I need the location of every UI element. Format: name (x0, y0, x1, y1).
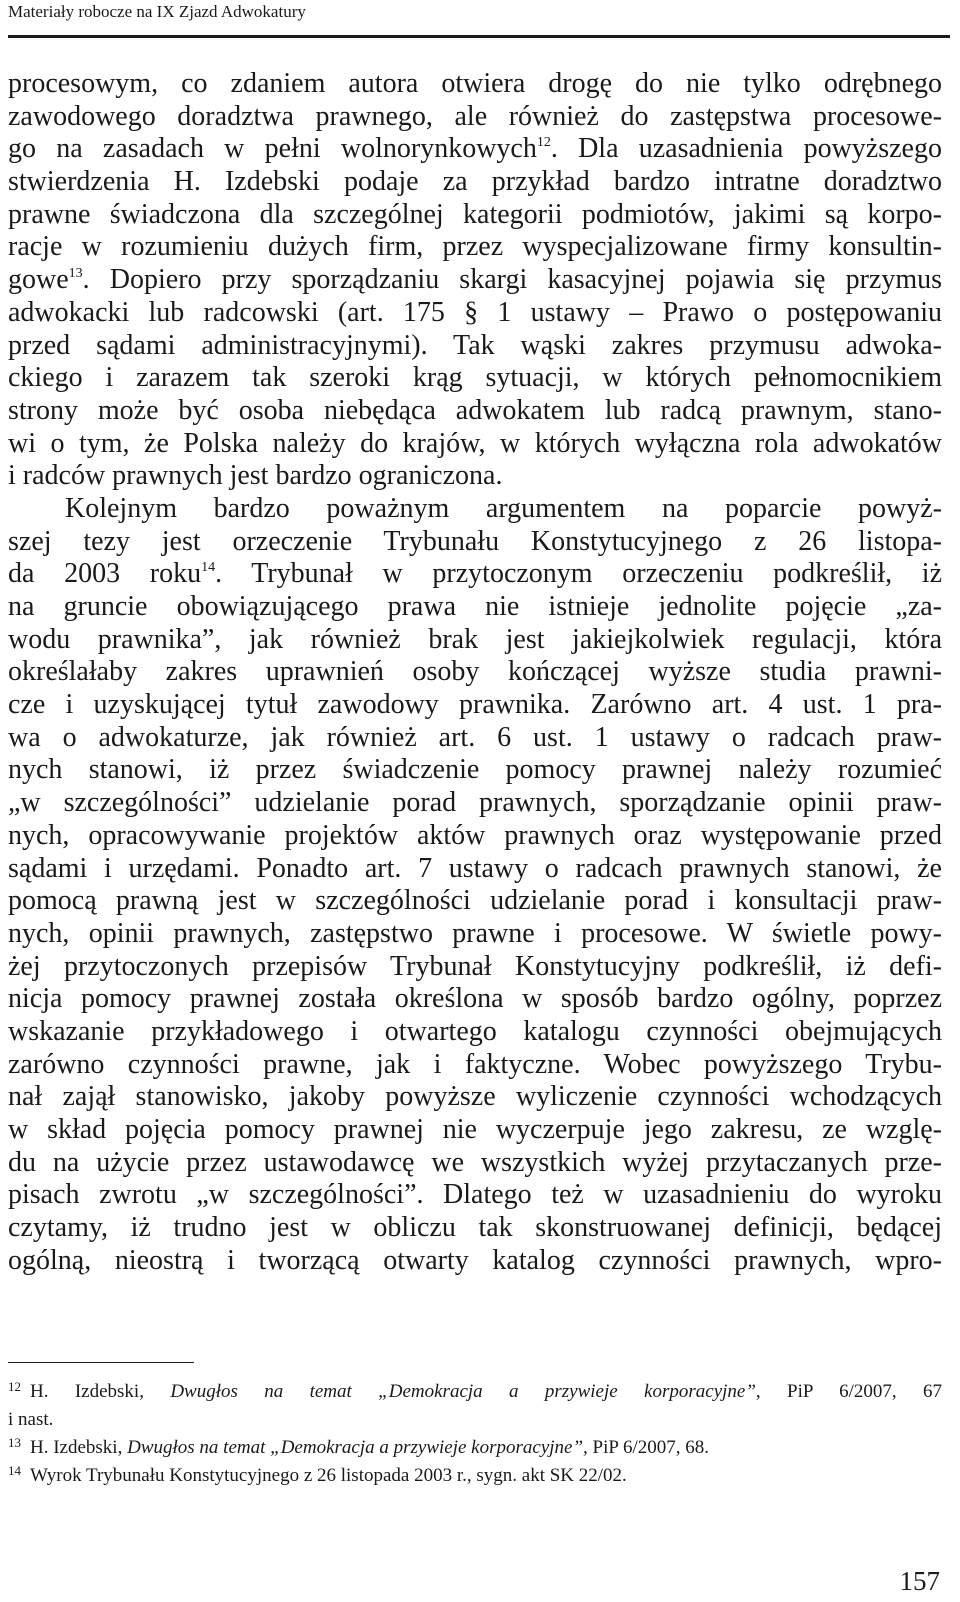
footnote-12-continuation: i nast. (8, 1409, 54, 1430)
header-rule (8, 35, 950, 38)
text-line: Kolejnym bardzo poważnym argumentem na poparcie powyż- (65, 492, 942, 524)
text-line: sądami i urzędami. Ponadto art. 7 ustawy o radcach prawnych stanowi, że (8, 852, 942, 884)
text-line: pisach zwrotu „w szczególności”. Dlatego też w uzasadnieniu do wyroku (8, 1179, 942, 1211)
text-run: gowe (8, 264, 69, 296)
footnotes (8, 1378, 942, 1490)
text-line: stwierdzenia H. Izdebski podaje za przykład bardzo intratne doradztwo (8, 166, 942, 198)
text-line: żej przytoczonych przepisów Trybunał Konstytucyjny podkreślił, iż defi- (8, 950, 942, 982)
text-line: pomocą prawną jest w szczególności udzielanie porad i konsultacji praw- (8, 885, 942, 917)
text-line: i radców prawnych jest bardzo ograniczona. (8, 460, 503, 492)
text-line (8, 133, 942, 166)
text-line: nał zajął stanowisko, jakoby powyższe wyliczenie czynności wchodzących (8, 1081, 942, 1113)
text-line: przed sądami administracyjnymi). Tak wąski zakres przymusu adwoka- (8, 329, 942, 361)
text-line: du na użycie przez ustawodawcę we wszystkich wyżej przytaczanych prze- (8, 1146, 942, 1178)
footnote-title: Dwugłos na temat „Demokracja a przywieje korporacyjne”, (127, 1437, 588, 1458)
footnote-author: H. Izdebski, (30, 1381, 171, 1402)
text-line: prawne świadczona dla szczególnej kategorii podmiotów, jakimi są korpo- (8, 198, 942, 230)
text-line: nicja pomocy prawnej została określona w sposób bardzo ogólny, poprzez (8, 983, 942, 1015)
text-line: wodu prawnika”, jak również brak jest jakiejkolwiek regulacji, która (8, 623, 942, 655)
footnote-ref: 12 (536, 135, 551, 151)
text-line: wa o adwokaturze, jak również art. 6 ust. 1 ustawy o radcach praw- (8, 721, 942, 753)
text-line: procesowym, co zdaniem autora otwiera drogę do nie tylko odrębnego (8, 68, 942, 99)
text-line: wskazanie przykładowego i otwartego katalogu czynności obejmujących (8, 1015, 942, 1047)
main-text (8, 68, 942, 1277)
text-run: go na zasadach w pełni wolnorynkowych (8, 133, 537, 165)
text-line: zawodowego doradztwa prawnego, ale również do zastępstwa procesowe- (8, 100, 942, 132)
text-line: adwokacki lub radcowski (art. 175 § 1 ustawy – Prawo o postępowaniu (8, 296, 942, 328)
text-line: nych stanowi, iż przez świadczenie pomocy prawnej należy rozumieć (8, 754, 942, 786)
text-line: szej tezy jest orzeczenie Trybunału Konstytucyjnego z 26 listopa- (8, 525, 942, 557)
text-line: „w szczególności” udzielanie porad prawnych, sporządzanie opinii praw- (8, 787, 942, 819)
footnote-title: Dwugłos na temat „Demokracja a przywieje korporacyjne”, (170, 1381, 761, 1402)
text-run: da 2003 roku (8, 558, 202, 590)
text-run: . Dopiero przy sporządzaniu skargi kasacyjnej pojawia się przymus (82, 264, 942, 296)
text-line: nych, opracowywanie projektów aktów prawnych oraz występowanie przed (8, 819, 942, 851)
text-line: czytamy, iż trudno jest w obliczu tak skonstruowanej definicji, będącej (8, 1212, 942, 1244)
text-line: ckiego i zarazem tak szeroki krąg sytuacji, w których pełnomocnikiem (8, 362, 942, 394)
text-line: ogólną, nieostrą i tworzącą otwarty katalog czynności prawnych, wpro- (8, 1244, 942, 1276)
footnote-separator (8, 1362, 194, 1363)
footnote-text: Wyrok Trybunału Konstytucyjnego z 26 listopada 2003 r., sygn. akt SK 22/02. (30, 1465, 627, 1486)
text-line: strony może być osoba niebędąca adwokatem lub radcą prawnym, stano- (8, 394, 942, 426)
text-line: w skład pojęcia pomocy prawnej nie wyczerpuje jego zakresu, ze wzglę- (8, 1114, 942, 1145)
text-line: wi o tym, że Polska należy do krajów, w których wyłączna rola adwokatów (8, 427, 942, 459)
text-run: . Trybunał w przytoczonym orzeczeniu podkreślił, iż (215, 558, 942, 590)
text-line: na gruncie obowiązującego prawa nie istnieje jednolite pojęcie „za- (8, 591, 942, 622)
footnote-ref: 13 (68, 266, 83, 282)
text-line (8, 264, 942, 297)
footnote-source: PiP 6/2007, 68. (587, 1437, 710, 1458)
page-number: 157 (899, 1566, 940, 1596)
text-line: nych, opinii prawnych, zastępstwo prawne i procesowe. W świetle powy- (8, 917, 942, 949)
footnote-14: 14 Wyrok Trybunału Konstytucyjnego z 26 listopada 2003 r., sygn. akt SK 22/02. (8, 1463, 627, 1486)
text-line (8, 558, 942, 591)
text-line: racje w rozumieniu dużych firm, przez wyspecjalizowane firmy konsultin- (8, 231, 942, 263)
footnote-12: 12 H. Izdebski, Dwugłos na temat „Demokracja a przywieje korporacyjne”, PiP 6/2007, 67 (8, 1379, 942, 1402)
text-line: zarówno czynności prawne, jak i faktyczne. Wobec powyższego Trybu- (8, 1048, 942, 1080)
text-line: cze i uzyskującej tytuł zawodowy prawnika. Zarówno art. 4 ust. 1 pra- (8, 689, 942, 721)
running-header: Materiały robocze na IX Zjazd Adwokatury (8, 2, 306, 21)
text-line: określałaby zakres uprawnień osoby kończącej wyższe studia prawni- (8, 656, 942, 688)
footnote-ref: 14 (201, 560, 216, 576)
footnote-13: 13 H. Izdebski, Dwugłos na temat „Demokracja a przywieje korporacyjne”, PiP 6/2007, 68. (8, 1435, 710, 1458)
footnote-author: H. Izdebski, (30, 1437, 128, 1458)
footnote-source: PiP 6/2007, 67 (760, 1381, 942, 1402)
text-run: . Dla uzasadnienia powyższego (550, 133, 942, 165)
